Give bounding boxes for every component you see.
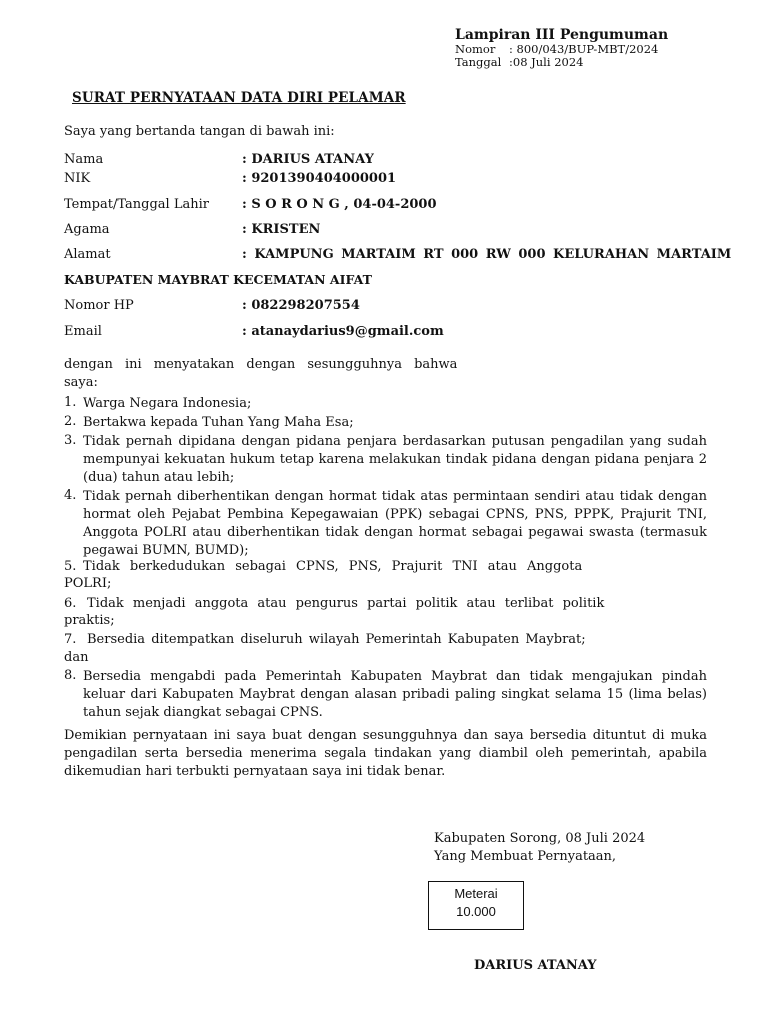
tanggal-value: :08 Juli 2024 <box>509 55 584 69</box>
list-item: Tidak pernah diberhentikan dengan hormat tidak atas permintaan sendiri atau tidak dengan hormat oleh Pejabat Pembina Kepegawaian (PPK) sebagai CPNS, PNS, PPPK, Prajurit TNI, Anggota POLRI atau diberhentikan tidak dengan hormat sebagai pegawai swasta (termasuk pegawai BUMN, BUMD); <box>83 489 707 558</box>
item-number: 2. <box>64 414 77 429</box>
item-number: 5. <box>64 559 77 574</box>
hp-value: : 082298207554 <box>242 298 360 313</box>
nama-label: Nama <box>64 152 104 167</box>
ttl-value: : S O R O N G , 04-04-2000 <box>242 197 437 212</box>
tanggal-label: Tanggal <box>455 55 502 69</box>
attachment-title: Lampiran III Pengumuman <box>455 27 669 43</box>
list-item-cont: praktis; <box>64 613 115 628</box>
item-number: 8. <box>64 668 77 683</box>
list-item: Tidak pernah dipidana dengan pidana penjara berdasarkan putusan pengadilan yang sudah mempunyai kekuatan hukum tetap karena melakukan tindak pidana dengan pidana penjara 2 (dua) tahun atau lebih; <box>83 434 707 485</box>
signatory-name: DARIUS ATANAY <box>474 958 597 973</box>
nomor-label: Nomor <box>455 42 496 56</box>
email-label: Email <box>64 324 102 339</box>
alamat-continuation: KABUPATEN MAYBRAT KECEMATAN AIFAT <box>64 272 372 287</box>
list-item: Warga Negara Indonesia; <box>83 396 252 411</box>
closing-paragraph: Demikian pernyataan ini saya buat dengan sesungguhnya dan saya bersedia dituntut di muka pengadilan serta bersedia menerima segala tindakan yang diambil oleh pemerintah, apabila dikemudian hari terbukti pernyataan saya ini tidak benar. <box>64 728 707 779</box>
item-number: 6. <box>64 596 77 611</box>
item-number: 4. <box>64 488 77 503</box>
list-item: Bersedia ditempatkan diseluruh wilayah Pemerintah Kabupaten Maybrat; <box>87 632 586 647</box>
email-value: : atanaydarius9@gmail.com <box>242 324 444 339</box>
nik-label: NIK <box>64 171 91 186</box>
item-number: 7. <box>64 632 77 647</box>
nik-value: : 9201390404000001 <box>242 171 397 186</box>
list-item: Bertakwa kepada Tuhan Yang Maha Esa; <box>83 415 354 430</box>
alamat-value: : KAMPUNG MARTAIM RT 000 RW 000 KELURAHAN MARTAIM <box>242 247 732 262</box>
tanggal-line <box>455 55 583 69</box>
meterai-stamp-box <box>428 881 524 930</box>
signature-place-date: Kabupaten Sorong, 08 Juli 2024 <box>434 831 646 846</box>
nomor-line <box>455 42 658 56</box>
document-title: SURAT PERNYATAAN DATA DIRI PELAMAR <box>72 90 406 106</box>
signature-role: Yang Membuat Pernyataan, <box>434 849 617 864</box>
nama-value: : DARIUS ATANAY <box>242 152 374 167</box>
statement-intro: dengan ini menyatakan dengan sesungguhnya bahwa <box>64 357 458 372</box>
meterai-label: Meterai <box>454 886 498 901</box>
intro-text: Saya yang bertanda tangan di bawah ini: <box>64 124 335 139</box>
list-item: Tidak menjadi anggota atau pengurus partai politik atau terlibat politik <box>87 596 605 611</box>
agama-label: Agama <box>64 222 110 237</box>
list-item: Tidak berkedudukan sebagai CPNS, PNS, Prajurit TNI atau Anggota <box>83 559 583 574</box>
list-item: Bersedia mengabdi pada Pemerintah Kabupaten Maybrat dan tidak mengajukan pindah keluar dari Kabupaten Maybrat dengan alasan pribadi paling singkat selama 15 (lima belas) tahun sejak diangkat sebagai CPNS. <box>83 669 707 720</box>
agama-value: : KRISTEN <box>242 222 321 237</box>
ttl-label: Tempat/Tanggal Lahir <box>64 197 209 212</box>
list-item-cont: dan <box>64 650 89 665</box>
item-number: 3. <box>64 433 77 448</box>
nomor-value: : 800/043/BUP-MBT/2024 <box>509 42 659 56</box>
list-item-cont: POLRI; <box>64 576 112 591</box>
hp-label: Nomor HP <box>64 298 134 313</box>
statement-intro-cont: saya: <box>64 375 98 390</box>
alamat-label: Alamat <box>64 247 111 262</box>
item-number: 1. <box>64 395 77 410</box>
meterai-value: 10.000 <box>456 904 496 919</box>
